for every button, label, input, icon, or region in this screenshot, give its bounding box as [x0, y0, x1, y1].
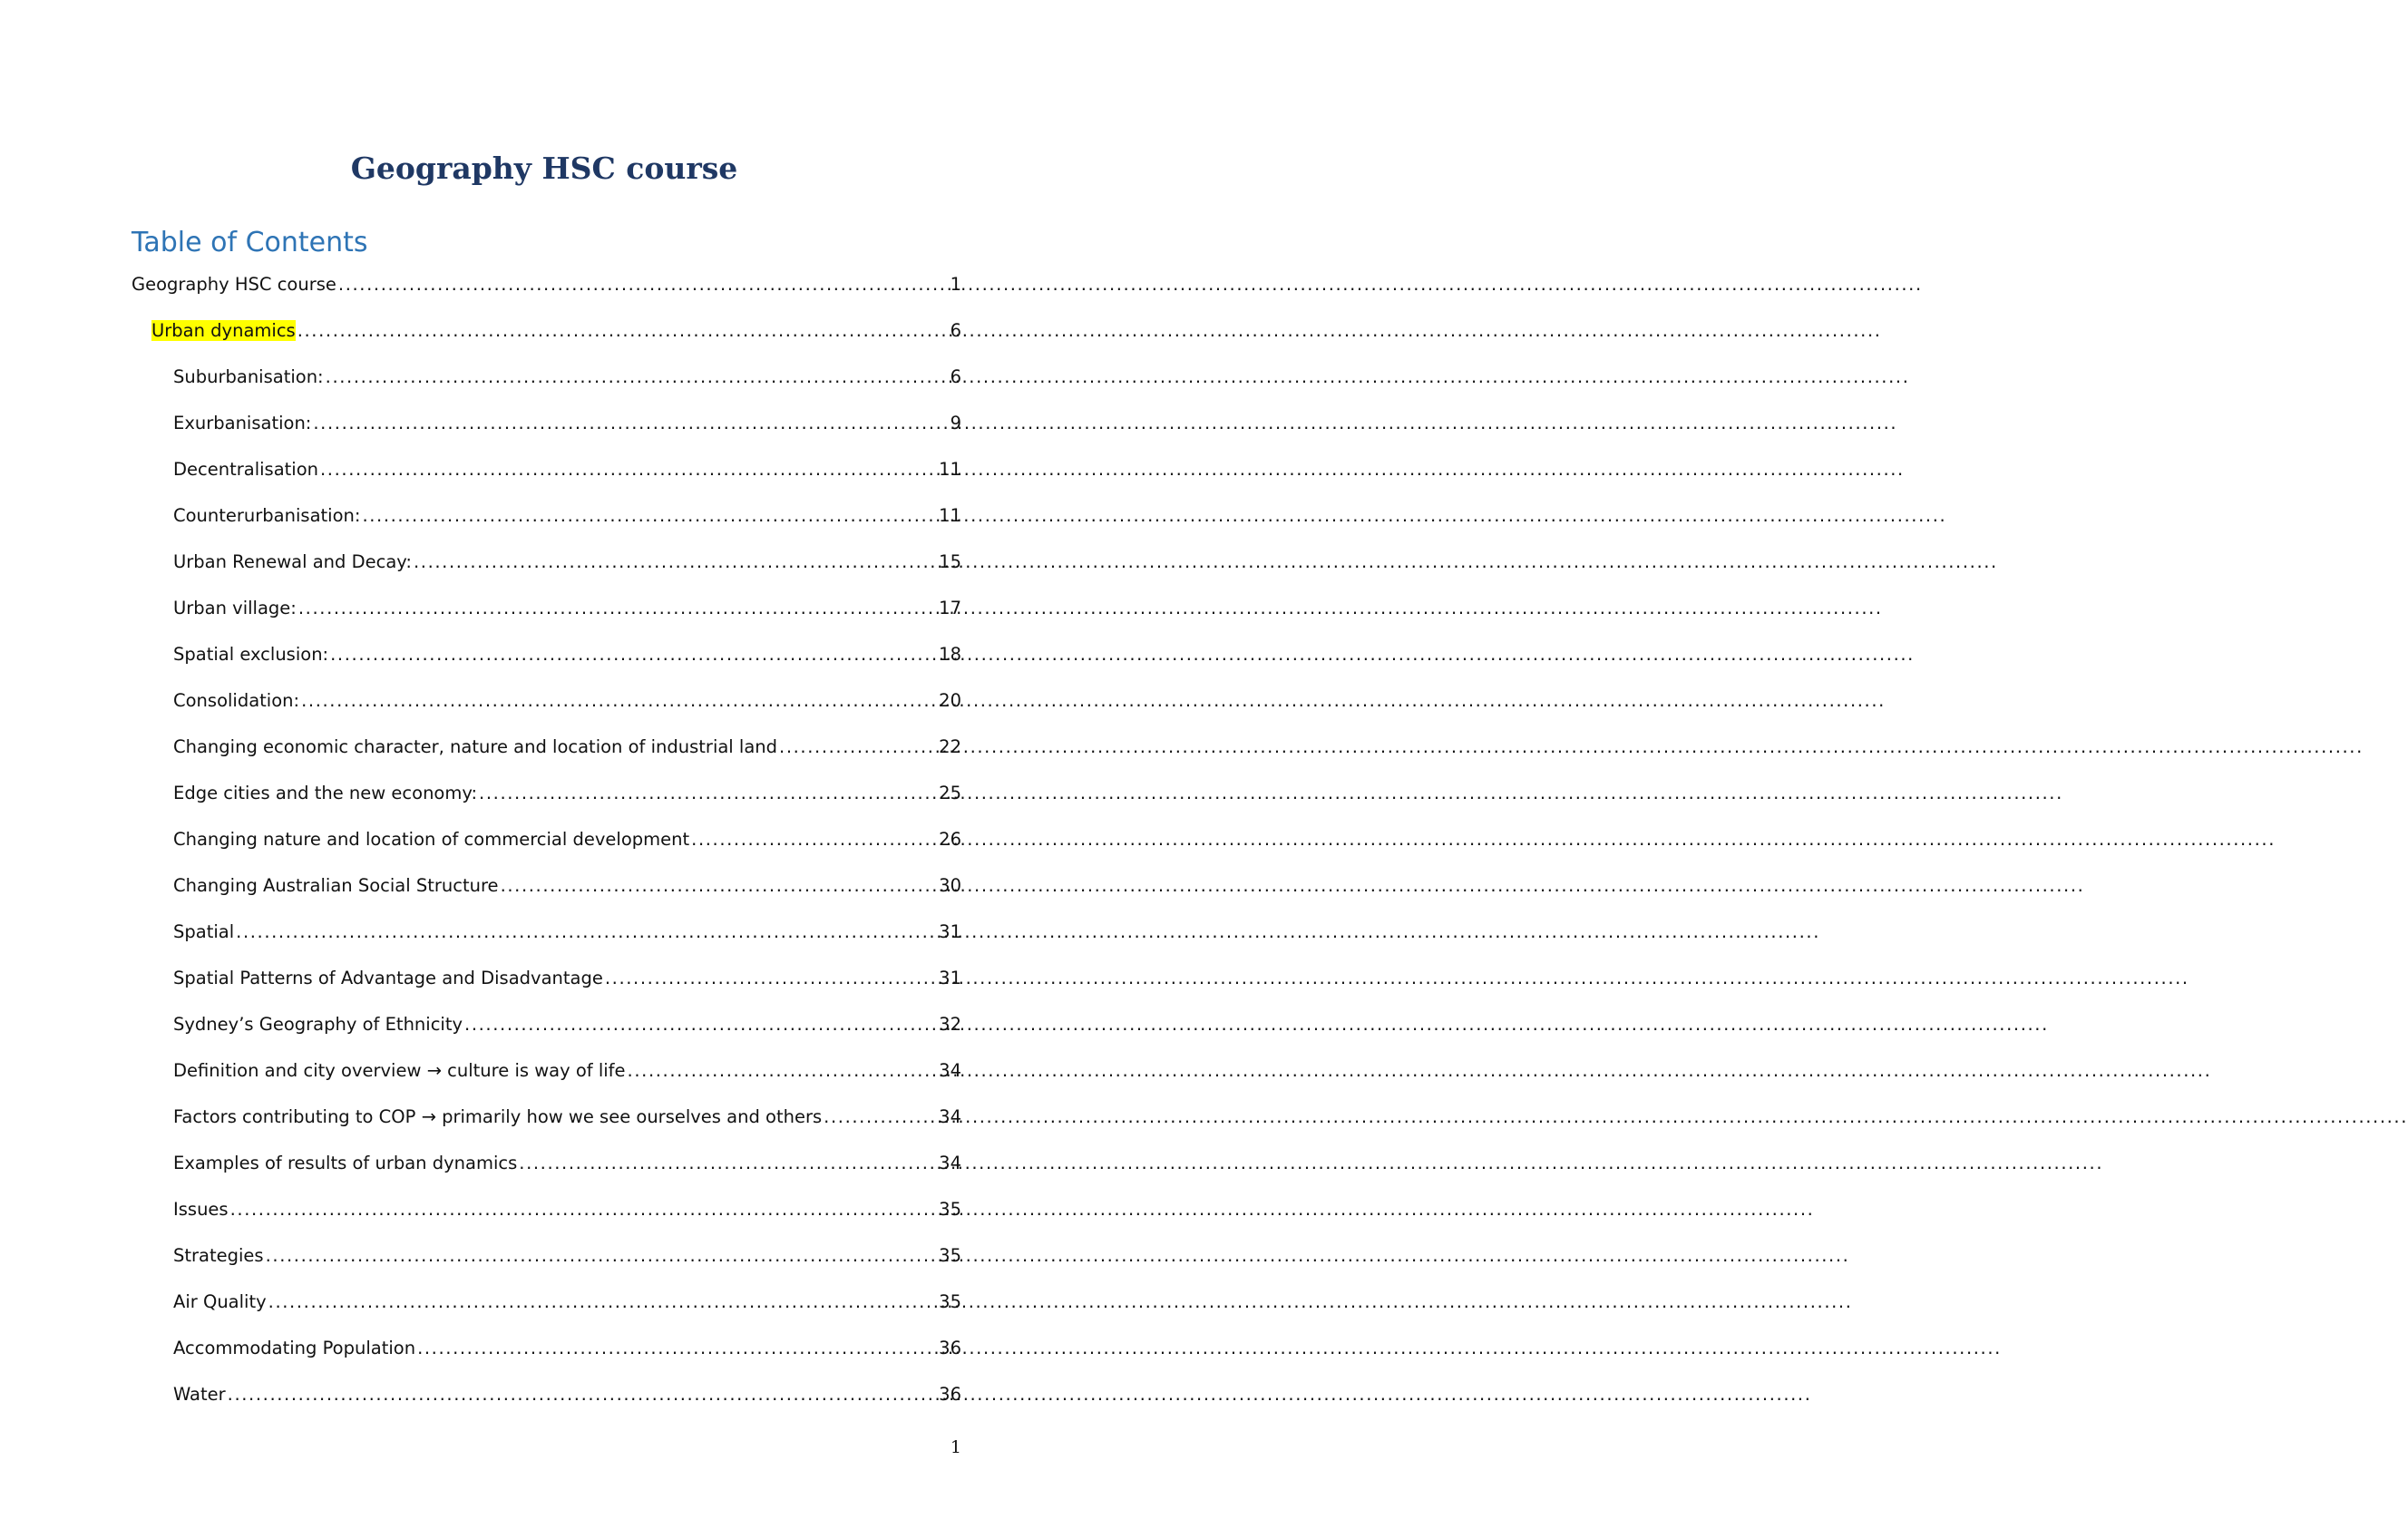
toc-entry-label[interactable]: Definition and city overview → culture is way of life [173, 1060, 626, 1081]
toc-leader-dots [313, 413, 948, 433]
toc-entry-page[interactable]: 25 [939, 783, 961, 803]
toc-entry-page[interactable]: 32 [939, 1014, 961, 1035]
toc-entry-label[interactable]: Urban dynamics [151, 320, 296, 341]
toc-leader-dots [266, 1245, 938, 1266]
toc-entry-label[interactable]: Issues [173, 1199, 229, 1220]
toc-entry-page[interactable]: 20 [939, 690, 961, 711]
toc-entry-label[interactable]: Exurbanisation: [173, 413, 312, 433]
toc-entry[interactable] [132, 1384, 961, 1430]
toc-leader-dots [519, 1153, 937, 1173]
toc-entry-page[interactable]: 31 [939, 968, 961, 988]
toc-leader-dots [330, 644, 937, 665]
toc-entry-label[interactable]: Water [173, 1384, 226, 1405]
toc-leader-dots [326, 366, 949, 387]
toc-entry[interactable] [132, 1153, 961, 1199]
toc-entry[interactable] [132, 783, 961, 829]
toc-entry-page[interactable]: 11 [939, 459, 961, 480]
toc-entry[interactable] [132, 1060, 961, 1106]
toc-leader-dots [298, 598, 937, 618]
toc-entry-label[interactable]: Geography HSC course [132, 274, 336, 295]
toc-entry[interactable] [132, 366, 961, 413]
toc-entry-page[interactable]: 22 [939, 736, 961, 757]
document-title: Geography HSC course [350, 151, 738, 186]
toc-entry[interactable] [132, 413, 961, 459]
toc-entry[interactable] [132, 598, 961, 644]
toc-entry[interactable] [132, 1338, 961, 1384]
toc-leader-dots [236, 921, 937, 942]
toc-entry[interactable] [132, 274, 961, 320]
toc-entry-page[interactable]: 34 [939, 1060, 961, 1081]
toc-entry[interactable] [132, 644, 961, 690]
toc-entry-label[interactable]: Changing nature and location of commercial development [173, 829, 690, 850]
toc-entry[interactable] [132, 690, 961, 736]
toc-entry-page[interactable]: 35 [939, 1291, 961, 1312]
toc-entry-label[interactable]: Urban village: [173, 598, 297, 618]
toc-entry-label[interactable]: Air Quality [173, 1291, 267, 1312]
toc-entry-label[interactable]: Factors contributing to COP → primarily how we see ourselves and others [173, 1106, 823, 1127]
toc-entry[interactable] [132, 736, 961, 783]
toc-entry-label[interactable]: Accommodating Population [173, 1338, 416, 1358]
toc-heading: Table of Contents [132, 227, 368, 258]
toc-entry-page[interactable]: 36 [939, 1338, 961, 1358]
toc-entry-label[interactable]: Counterurbanisation: [173, 505, 361, 526]
toc-entry-page[interactable]: 18 [939, 644, 961, 665]
toc-leader-dots [779, 736, 937, 757]
toc-leader-dots [605, 968, 937, 988]
toc-leader-dots [501, 875, 938, 896]
toc-entry-label[interactable]: Changing Australian Social Structure [173, 875, 499, 896]
toc-entry-label[interactable]: Spatial Patterns of Advantage and Disadvantage [173, 968, 603, 988]
toc-leader-dots [414, 551, 937, 572]
toc-leader-dots [230, 1199, 938, 1220]
toc-entry[interactable] [132, 921, 961, 968]
page-number: 1 [950, 1437, 961, 1457]
toc-entry-page[interactable]: 1 [950, 274, 961, 295]
toc-entry-label[interactable]: Strategies [173, 1245, 264, 1266]
toc-entry[interactable] [132, 1106, 961, 1153]
toc-entry-label[interactable]: Consolidation: [173, 690, 300, 711]
toc-leader-dots [320, 459, 937, 480]
toc-entry-label[interactable]: Sydney’s Geography of Ethnicity [173, 1014, 463, 1035]
toc-entry[interactable] [132, 875, 961, 921]
toc-entry-page[interactable]: 6 [950, 366, 961, 387]
toc-entry[interactable] [132, 1014, 961, 1060]
toc-entry-page[interactable]: 6 [950, 320, 961, 341]
toc-entry-label[interactable]: Examples of results of urban dynamics [173, 1153, 518, 1173]
toc-entry-page[interactable]: 26 [939, 829, 961, 850]
toc-leader-dots [417, 1338, 937, 1358]
table-of-contents [132, 274, 961, 1430]
toc-entry[interactable] [132, 320, 961, 366]
toc-entry-page[interactable]: 30 [939, 875, 961, 896]
toc-entry-page[interactable]: 15 [939, 551, 961, 572]
toc-entry-page[interactable]: 35 [939, 1245, 961, 1266]
toc-entry[interactable] [132, 968, 961, 1014]
toc-entry[interactable] [132, 1199, 961, 1245]
toc-leader-dots [228, 1384, 938, 1405]
toc-leader-dots [301, 690, 937, 711]
toc-entry-label[interactable]: Decentralisation [173, 459, 318, 480]
toc-leader-dots [338, 274, 949, 295]
toc-entry[interactable] [132, 459, 961, 505]
toc-leader-dots [268, 1291, 938, 1312]
toc-entry-label[interactable]: Suburbanisation: [173, 366, 324, 387]
toc-leader-dots [628, 1060, 938, 1081]
toc-entry[interactable] [132, 1245, 961, 1291]
toc-leader-dots [479, 783, 937, 803]
toc-entry-page[interactable]: 31 [939, 921, 961, 942]
toc-entry[interactable] [132, 505, 961, 551]
toc-entry[interactable] [132, 829, 961, 875]
toc-entry-page[interactable]: 34 [939, 1153, 961, 1173]
toc-entry-page[interactable]: 17 [939, 598, 961, 618]
toc-leader-dots [691, 829, 937, 850]
toc-entry-page[interactable]: 35 [939, 1199, 961, 1220]
toc-entry-page[interactable]: 34 [939, 1106, 961, 1127]
toc-entry-label[interactable]: Spatial exclusion: [173, 644, 329, 665]
toc-leader-dots [824, 1106, 937, 1127]
toc-entry[interactable] [132, 551, 961, 598]
toc-entry-label[interactable]: Spatial [173, 921, 235, 942]
toc-entry-page[interactable]: 9 [950, 413, 961, 433]
toc-leader-dots [362, 505, 937, 526]
toc-entry-page[interactable]: 36 [939, 1384, 961, 1405]
toc-leader-dots [297, 320, 949, 341]
toc-entry-label[interactable]: Edge cities and the new economy: [173, 783, 478, 803]
toc-entry-label[interactable]: Changing economic character, nature and location of industrial land [173, 736, 778, 757]
toc-entry-label[interactable]: Urban Renewal and Decay: [173, 551, 412, 572]
toc-leader-dots [464, 1014, 937, 1035]
toc-entry[interactable] [132, 1291, 961, 1338]
toc-entry-page[interactable]: 11 [939, 505, 961, 526]
